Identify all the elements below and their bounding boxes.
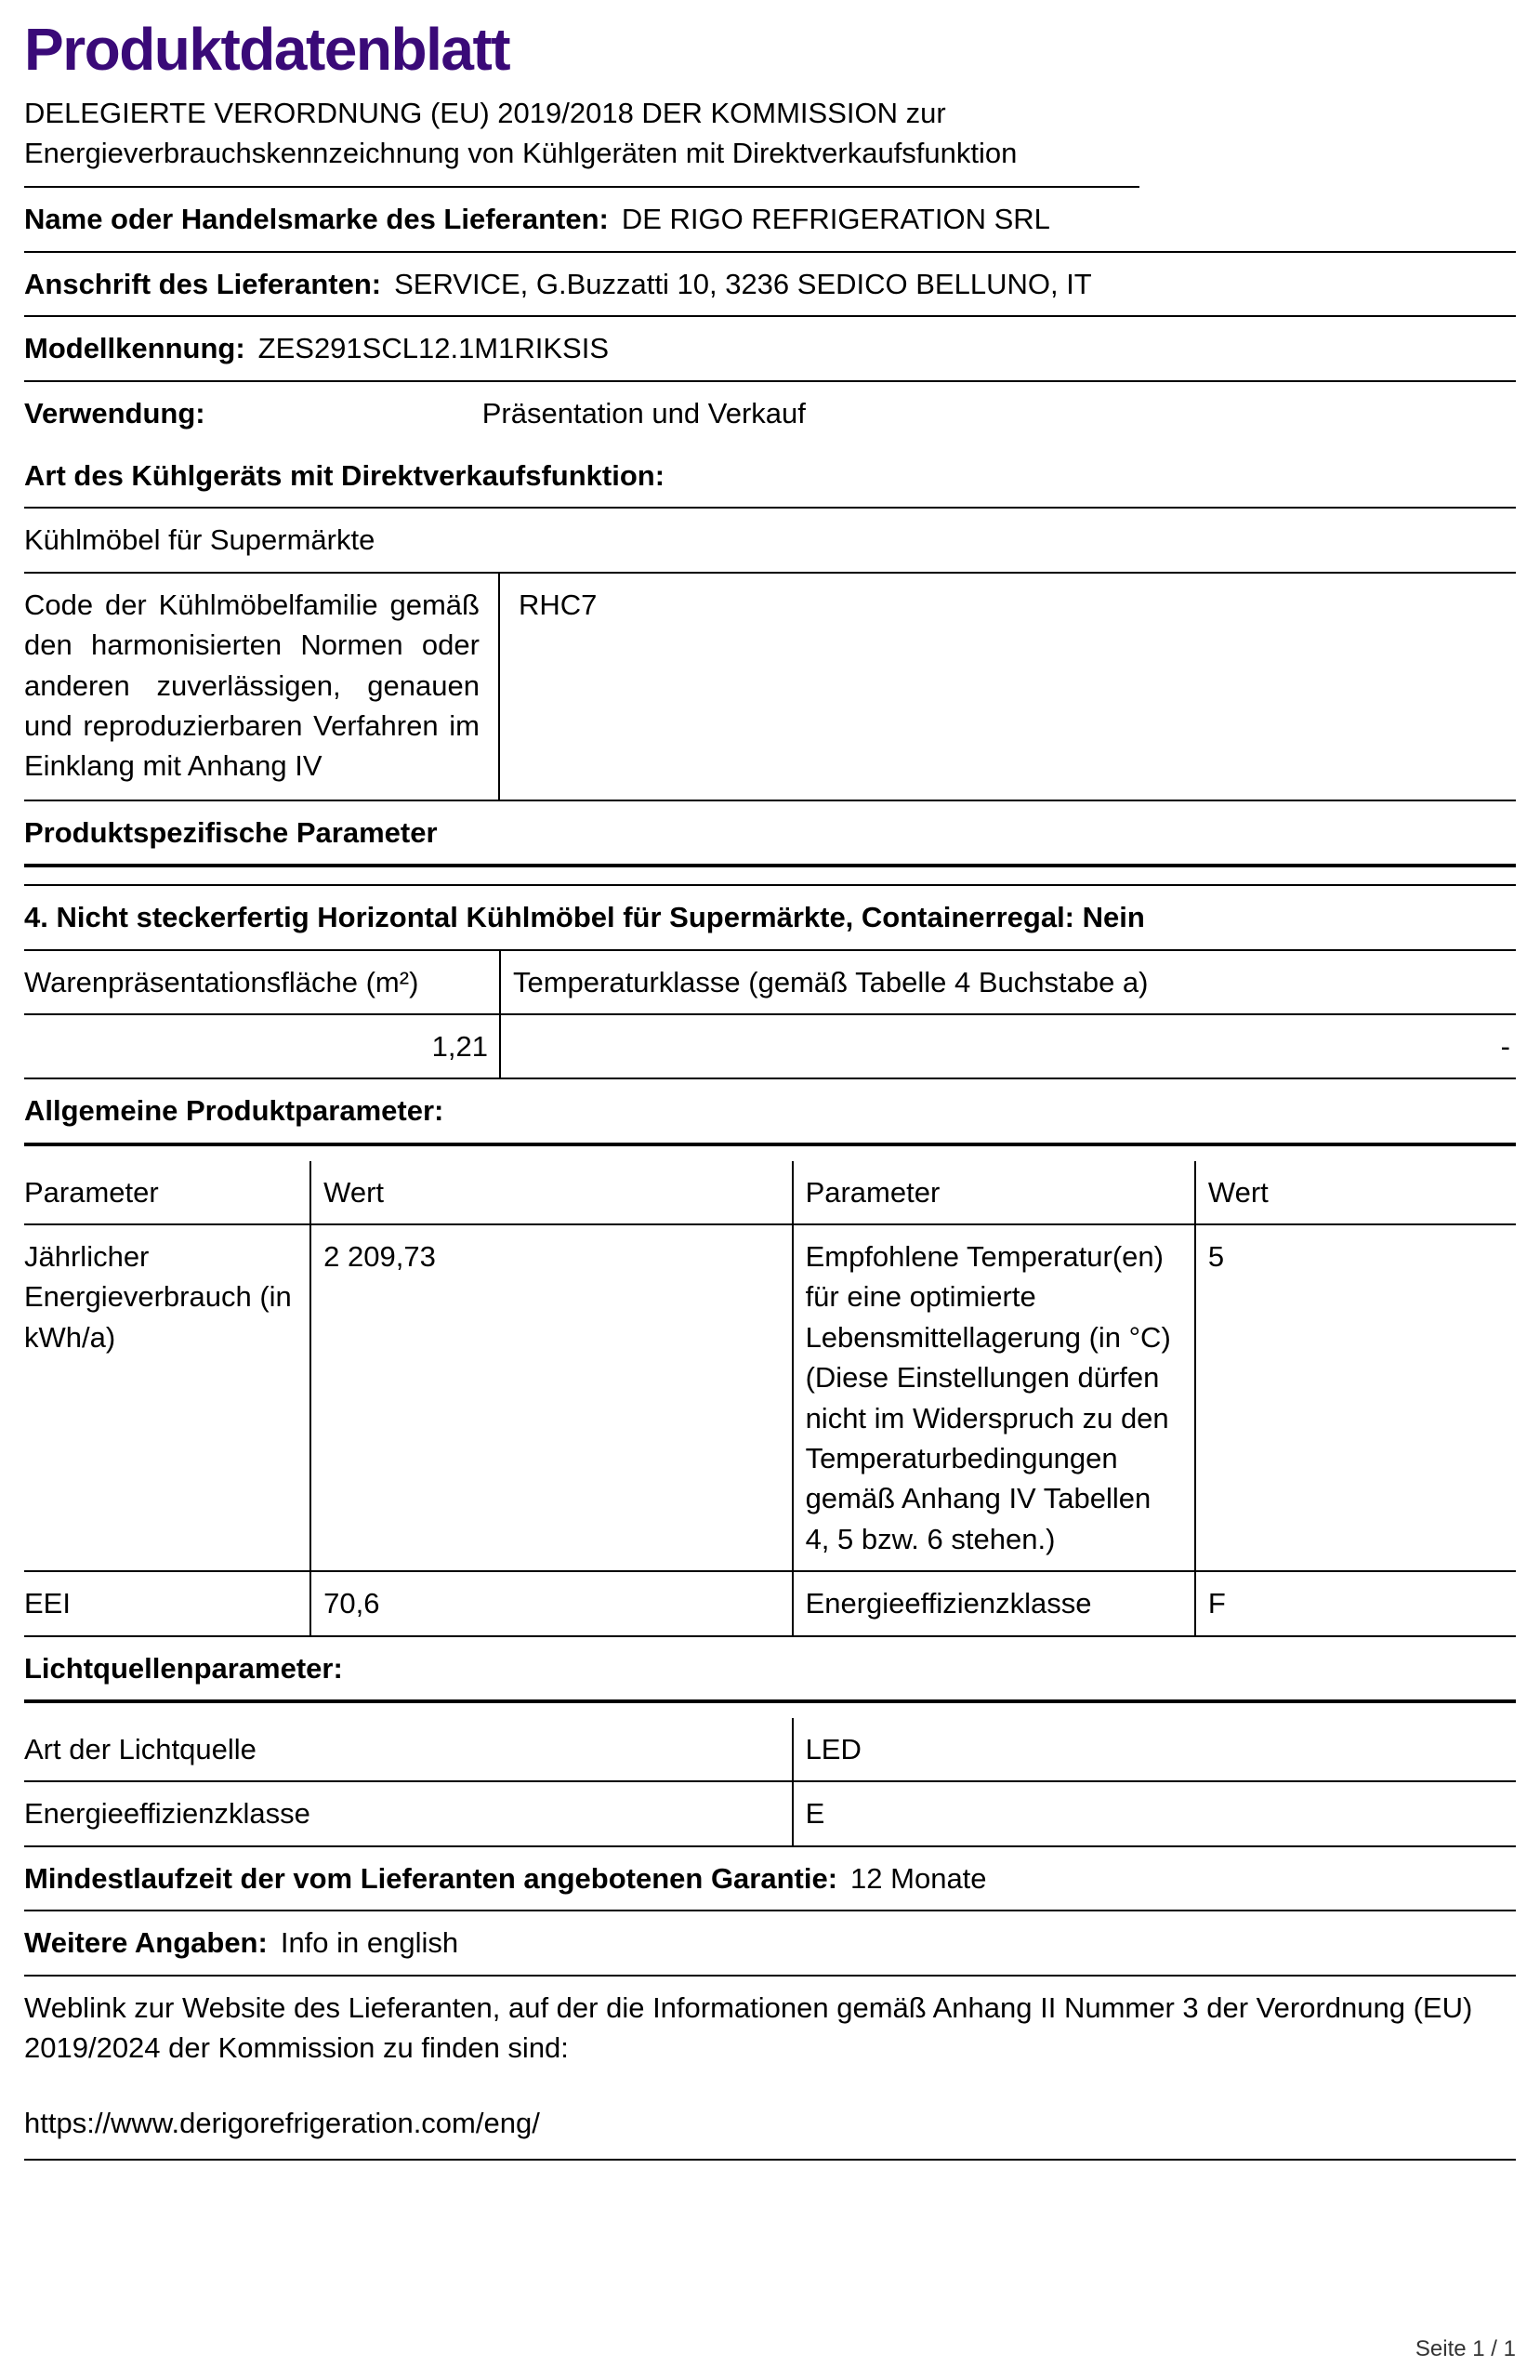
annual-energy-label: Jährlicher Energieverbrauch (in kWh/a): [24, 1224, 310, 1571]
supplier-address-label: Anschrift des Lieferanten:: [24, 267, 382, 300]
header-wert-1: Wert: [310, 1161, 792, 1224]
light-source-type-label: Art der Lichtquelle: [24, 1718, 793, 1781]
family-code-value: RHC7: [518, 588, 598, 621]
display-area-header-row: [24, 951, 1516, 1014]
temperature-class-value: -: [500, 1014, 1516, 1078]
supplier-name-value: DE RIGO REFRIGERATION SRL: [621, 203, 1050, 236]
table-row: [24, 1224, 1516, 1571]
guarantee-label: Mindestlaufzeit der vom Lieferanten angebotenen Garantie:: [24, 1861, 838, 1895]
family-code-block: [24, 574, 1516, 801]
light-source-type-row: [24, 1718, 1516, 1781]
appliance-type-row: [24, 444, 1516, 509]
model-identifier-value: ZES291SCL12.1M1RIKSIS: [257, 332, 610, 365]
general-parameters-header-row: [24, 1161, 1516, 1224]
light-source-type-value: LED: [793, 1718, 1516, 1781]
annual-energy-value: 2 209,73: [310, 1224, 792, 1571]
table-row: [24, 1571, 1516, 1635]
eei-label: EEI: [24, 1571, 310, 1635]
display-area-value: 1,21: [24, 1014, 500, 1078]
general-parameters-heading: Allgemeine Produktparameter:: [24, 1079, 1516, 1145]
display-area-label-cell: [24, 951, 500, 1014]
model-identifier-label: Modellkennung:: [24, 332, 245, 365]
appliance-type-value-row: [24, 509, 1516, 573]
usage-row: [24, 382, 1516, 444]
appliance-type-value: Kühlmöbel für Supermärkte: [24, 523, 375, 557]
eei-value: 70,6: [310, 1571, 792, 1635]
appliance-type-label: Art des Kühlgeräts mit Direktverkaufsfunktion:: [24, 459, 665, 493]
additional-info-label: Weitere Angaben:: [24, 1926, 268, 1960]
light-source-class-label: Energieeffizienzklasse: [24, 1781, 793, 1845]
display-area-table: [24, 951, 1516, 1080]
light-source-class-row: [24, 1781, 1516, 1845]
light-source-heading: Lichtquellenparameter:: [24, 1637, 1516, 1703]
recommended-temperature-label: Empfohlene Temperatur(en) für eine optimierte Lebensmittellagerung (in °C) (Diese Einstellungen dürfen nicht im Widerspruch zu den Temperaturbedingungen gemäß Anhang IV Tabellen 4, 5 bzw. 6 stehen.): [793, 1224, 1195, 1571]
weblink-label: Weblink zur Website des Lieferanten, auf der die Informationen gemäß Anhang II Nummer 3 der Verordnung (EU) 2019/2024 der Kommission zu finden sind:: [24, 1990, 1473, 2064]
page-title: Produktdatenblatt: [24, 16, 510, 83]
product-specific-heading: Produktspezifische Parameter: [24, 801, 1516, 867]
supplier-address-row: [24, 253, 1516, 317]
recommended-temperature-value: 5: [1195, 1224, 1516, 1571]
usage-value: Präsentation und Verkauf: [481, 396, 806, 430]
temperature-class-label-cell: [500, 951, 1516, 1014]
category-row: 4. Nicht steckerfertig Horizontal Kühlmöbel für Supermärkte, Containerregal: Nein: [24, 884, 1516, 950]
light-source-table: [24, 1718, 1516, 1847]
display-area-value-row: [24, 1014, 1516, 1078]
general-parameters-table: [24, 1161, 1516, 1637]
usage-label: Verwendung:: [24, 396, 205, 430]
weblink-block: [24, 1977, 1516, 2161]
supplier-weblink[interactable]: https://www.derigorefrigeration.com/eng/: [24, 2107, 540, 2140]
guarantee-value: 12 Monate: [850, 1861, 987, 1895]
temperature-class-label: Temperaturklasse (gemäß Tabelle 4 Buchstabe a): [512, 965, 1149, 998]
display-area-label: Warenpräsentationsfläche (m²): [24, 965, 419, 998]
additional-info-value: Info in english: [280, 1926, 459, 1960]
supplier-name-row: [24, 188, 1516, 252]
header-parameter-2: Parameter: [793, 1161, 1195, 1224]
regulation-subtitle: DELEGIERTE VERORDNUNG (EU) 2019/2018 DER KOMMISSION zur Energieverbrauchskennzeichnung von Kühlgeräten mit Direktverkaufsfunktion: [24, 93, 1139, 189]
family-code-label: Code der Kühlmöbelfamilie gemäß den harmonisierten Normen oder anderen zuverlässigen, genauen und reproduzierbaren Verfahren im Einklang mit Anhang IV: [24, 574, 500, 800]
header-wert-2: Wert: [1195, 1161, 1516, 1224]
energy-class-value: F: [1195, 1571, 1516, 1635]
header-parameter-1: Parameter: [24, 1161, 310, 1224]
light-source-class-value: E: [793, 1781, 1516, 1845]
supplier-address-value: SERVICE, G.Buzzatti 10, 3236 SEDICO BELLUNO, IT: [394, 267, 1092, 300]
supplier-name-label: Name oder Handelsmarke des Lieferanten:: [24, 203, 609, 236]
energy-class-label: Energieeffizienzklasse: [793, 1571, 1195, 1635]
page-number: Seite 1 / 1: [1415, 2336, 1516, 2362]
model-identifier-row: [24, 317, 1516, 381]
guarantee-row: [24, 1847, 1516, 1911]
additional-info-row: [24, 1911, 1516, 1976]
